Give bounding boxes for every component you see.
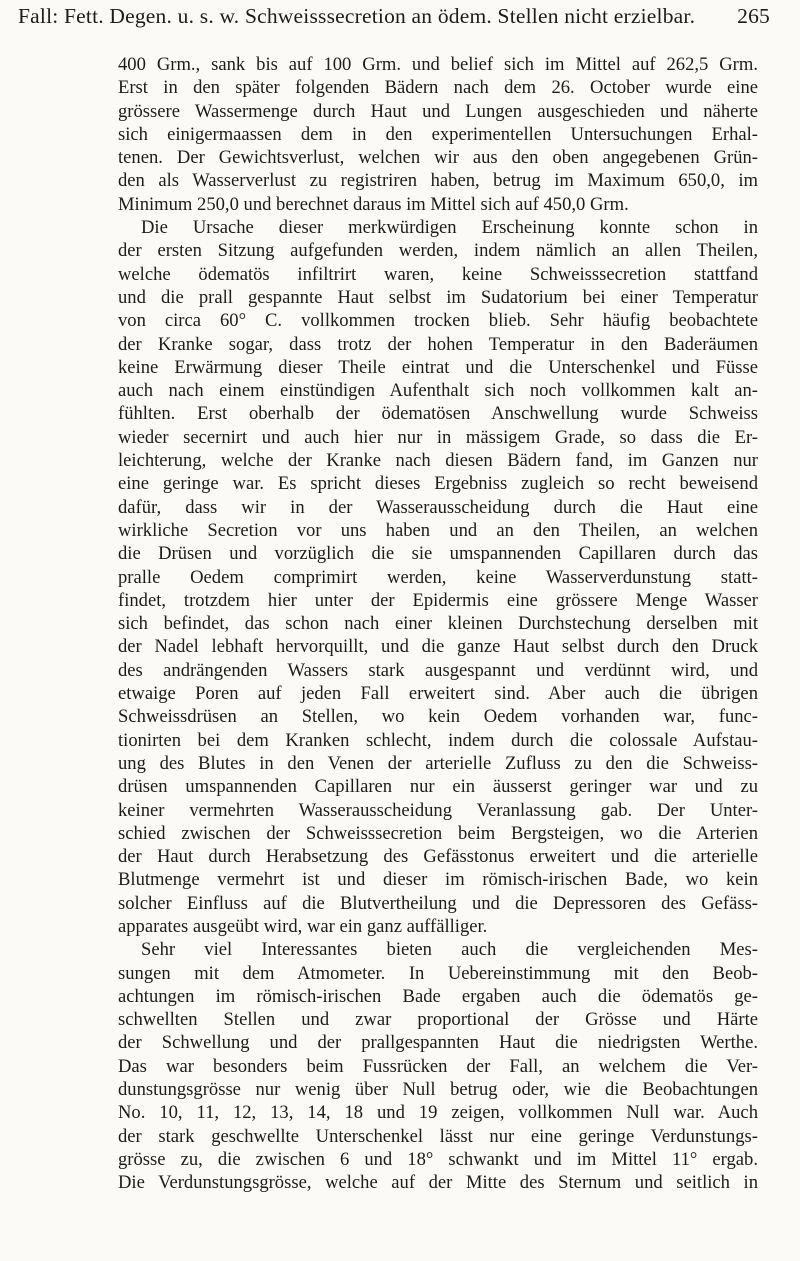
text-line: grössere Wassermenge durch Haut und Lungen ausgeschieden und näherte (118, 100, 758, 122)
text-line: findet, trotzdem hier unter der Epidermis eine grössere Menge Wasser (118, 589, 758, 611)
text-line: sich befindet, das schon nach einer kleinen Durchstechung derselben mit (118, 613, 758, 635)
text-line: auch nach einem einstündigen Aufenthalt sich noch vollkommen kalt an- (118, 380, 758, 402)
text-line: tionirten bei dem Kranken schlecht, indem durch die colossale Aufstau- (118, 729, 758, 751)
text-line: No. 10, 11, 12, 13, 14, 18 und 19 zeigen, vollkommen Null war. Auch (118, 1102, 758, 1124)
text-line: achtungen im römisch-irischen Bade ergaben auch die ödematös ge- (118, 985, 758, 1007)
text-line: 400 Grm., sank bis auf 100 Grm. und belief sich im Mittel auf 262,5 Grm. (118, 54, 758, 75)
text-line: dafür, dass wir in der Wasserausscheidung durch die Haut eine (118, 496, 758, 518)
text-line: leichterung, welche der Kranke nach diesen Bädern fand, im Ganzen nur (118, 450, 758, 472)
text-line: des andrängenden Wassers stark ausgespannt und verdünnt wird, und (118, 659, 758, 681)
text-line: schied zwischen der Schweisssecretion beim Bergsteigen, wo die Arterien (118, 822, 758, 844)
text-line: die Drüsen und vorzüglich die sie umspannenden Capillaren durch das (118, 543, 758, 565)
text-line: der ersten Sitzung aufgefunden werden, indem nämlich an allen Theilen, (118, 240, 758, 262)
text-line: Blutmenge vermehrt ist und dieser im römisch-irischen Bade, wo kein (118, 869, 758, 891)
text-line: schwellten Stellen und zwar proportional der Grösse und Härte (118, 1009, 758, 1031)
text-line: der stark geschwellte Unterschenkel lässt nur eine geringe Verdunstungs- (118, 1125, 758, 1147)
text-line: Das war besonders beim Fussrücken der Fall, an welchem die Ver- (118, 1055, 758, 1077)
text-line: fühlten. Erst oberhalb der ödematösen Anschwellung wurde Schweiss (118, 403, 758, 425)
text-line: der Kranke sogar, dass trotz der hohen Temperatur in den Baderäumen (118, 333, 758, 355)
text-line: welche ödematös infiltrirt waren, keine Schweisssecretion stattfand (118, 263, 758, 285)
text-line: der Haut durch Herabsetzung des Gefässtonus erweitert und die arterielle (118, 846, 758, 868)
text-line: Die Ursache dieser merkwürdigen Erscheinung konnte schon in (141, 217, 758, 239)
text-line: wirkliche Secretion vor uns haben und an den Theilen, an welchen (118, 519, 758, 541)
text-line: Schweissdrüsen an Stellen, wo kein Oedem vorhanden war, func- (118, 706, 758, 728)
text-line: Erst in den später folgenden Bädern nach dem 26. October wurde eine (118, 77, 758, 99)
text-line: der Schwellung und der prallgespannten Haut die niedrigsten Werthe. (118, 1032, 758, 1054)
text-line: Die Verdunstungsgrösse, welche auf der Mitte des Sternum und seitlich in (118, 1172, 758, 1194)
body-text (118, 53, 758, 1195)
text-line: eine geringe war. Es spricht dieses Ergebniss zugleich so recht beweisend (118, 473, 758, 495)
text-line: keiner vermehrten Wasserausscheidung Veranlassung gab. Der Unter- (118, 799, 758, 821)
text-line: sungen mit dem Atmometer. In Uebereinstimmung mit den Beob- (118, 962, 758, 984)
running-head (18, 4, 770, 29)
text-line: wieder secernirt und auch hier nur in mässigem Grade, so dass die Er- (118, 426, 758, 448)
text-line: grösse zu, die zwischen 6 und 18° schwankt und im Mittel 11° ergab. (118, 1148, 758, 1170)
text-line: dunstungsgrösse nur wenig über Null betrug oder, wie die Beobachtungen (118, 1079, 758, 1101)
text-line: sich einigermaassen dem in den experimentellen Untersuchungen Erhal- (118, 123, 758, 145)
text-line: ung des Blutes in den Venen der arterielle Zufluss zu den die Schweiss- (118, 752, 758, 774)
text-line: Minimum 250,0 und berechnet daraus im Mittel sich auf 450,0 Grm. (118, 193, 629, 215)
text-line: solcher Einfluss auf die Blutvertheilung und die Depressoren des Gefäss- (118, 892, 758, 914)
text-line: von circa 60° C. vollkommen trocken blieb. Sehr häufig beobachtete (118, 310, 758, 332)
text-line: der Nadel lebhaft hervorquillt, und die ganze Haut selbst durch den Druck (118, 636, 758, 658)
text-line: keine Erwärmung dieser Theile eintrat und die Unterschenkel und Füsse (118, 356, 758, 378)
text-line: Sehr viel Interessantes bieten auch die vergleichenden Mes- (141, 939, 758, 961)
running-head-title: Fall: Fett. Degen. u. s. w. Schweisssecretion an ödem. Stellen nicht erzielbar. (18, 4, 696, 28)
page-number: 265 (737, 4, 770, 28)
text-line: pralle Oedem comprimirt werden, keine Wasserverdunstung statt- (118, 566, 758, 588)
text-line: und die prall gespannte Haut selbst im Sudatorium bei einer Temperatur (118, 286, 758, 308)
text-line: tenen. Der Gewichtsverlust, welchen wir aus den oben angegebenen Grün- (118, 147, 758, 169)
text-line: etwaige Poren auf jeden Fall erweitert sind. Aber auch die übrigen (118, 683, 758, 705)
text-line: den als Wasserverlust zu registriren haben, betrug im Maximum 650,0, im (118, 170, 758, 192)
text-line: apparates ausgeübt wird, war ein ganz auffälliger. (118, 915, 488, 937)
text-line: drüsen umspannenden Capillaren nur ein äusserst geringer war und zu (118, 776, 758, 798)
